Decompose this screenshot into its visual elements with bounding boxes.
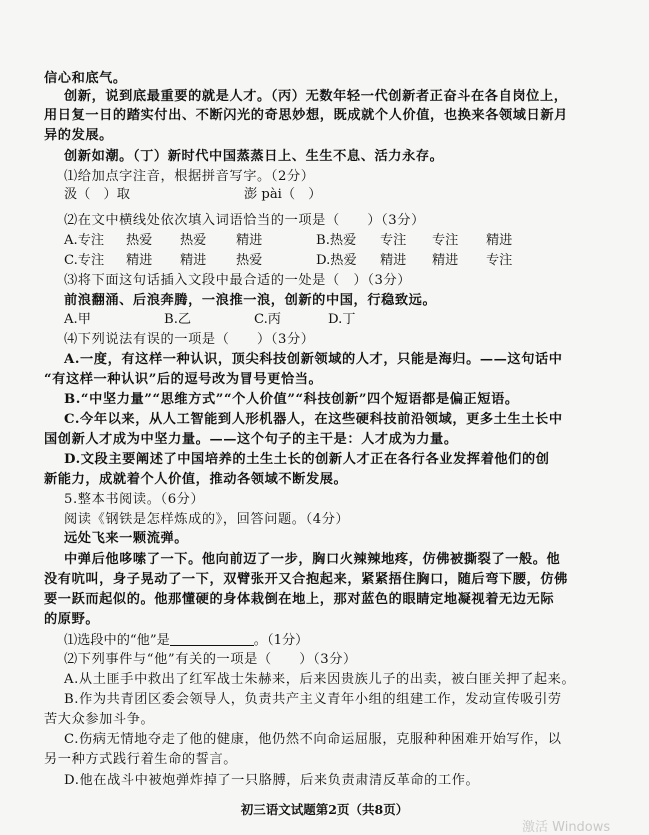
text-line: 异的发展。 [44, 128, 113, 143]
q2-option-cell: 专注 [486, 253, 513, 268]
windows-watermark: 激活 Windows [522, 820, 611, 835]
text-line: ⑶将下面这句话插入文段中最合适的一处是（ ）（3分） [64, 273, 412, 288]
text-line: ⑴给加点字注音，根据拼音写字。（2分） [64, 169, 315, 184]
text-line: 创新，说到底最重要的就是人才。（丙）无数年轻一代创新者正奋斗在各自岗位上， [64, 89, 568, 104]
text-line: “有这样一种认识”后的逗号改为冒号更恰当。 [44, 372, 323, 387]
q5-1-prefix: ⑴选段中的“他”是 [64, 633, 170, 648]
text-line: 用日复一日的踏实付出、不断闪光的奇思妙想，既成就个人价值，也换来各领域日新月 [44, 108, 568, 123]
q2-option-cell: 精进 [180, 253, 207, 268]
pinyin-item-2: 澎 pài（ ） [244, 187, 322, 202]
pinyin-item-1: 汲（ ）取 [64, 187, 130, 202]
q2-option-cell: C.专注 [64, 253, 105, 268]
text-line: 信心和底气。 [44, 71, 127, 86]
text-line: ⑵下列事件与“他”有关的一项是（ ）（3分） [64, 652, 357, 667]
q3-option: D.丁 [328, 312, 356, 327]
q2-option-cell: D.热爱 [316, 253, 357, 268]
text-line: C.今年以来，从人工智能到人形机器人，在这些硬科技前沿领域，更多土生土长中 [64, 412, 563, 427]
text-line: D.他在战斗中被炮弹炸掉了一只胳膊，后来负责肃清反革命的工作。 [64, 773, 480, 788]
q2-option-cell: 精进 [380, 253, 407, 268]
text-line: A.从土匪手中救出了红军战士朱赫来，后来因贵族儿子的出卖，被白匪关押了起来。 [64, 672, 576, 687]
text-line: 没有吭叫，身子晃动了一下，双臂张开又合抱起来，紧紧捂住胸口，随后弯下腰，仿佛 [44, 572, 568, 587]
text-line: 5.整本书阅读。（6分） [64, 492, 205, 507]
q2-option-cell: 精进 [236, 233, 263, 248]
text-line: 阅读《钢铁是怎样炼成的》，回答问题。（4分） [64, 512, 350, 527]
text-line: A.一度，有这样一种认识，顶尖科技创新领域的人才，只能是海归。——这句话中 [64, 352, 563, 367]
text-line: 远处飞来一颗流弹。 [64, 531, 189, 546]
text-line: 创新如潮。（丁）新时代中国蒸蒸日上、生生不息、活力永存。 [64, 149, 444, 164]
text-line: 前浪翻涌、后浪奔腾，一浪推一浪，创新的中国，行稳致远。 [64, 293, 437, 308]
q2-option-cell: 热爱 [236, 253, 263, 268]
answer-blank [170, 631, 254, 646]
q2-option-cell: 专注 [432, 233, 459, 248]
text-line: ⑷下列说法有误的一项是（ ）（3分） [64, 332, 315, 347]
text-line: D.文段主要阐述了中国培养的土生土长的创新人才正在各行各业发挥着他们的创 [64, 452, 550, 467]
q5-1-suffix: 。（1分） [253, 633, 309, 648]
q3-option: A.甲 [64, 312, 91, 327]
q3-option: B.乙 [164, 312, 192, 327]
pinyin-row [64, 186, 322, 204]
q2-option-cell: 精进 [486, 233, 513, 248]
q2-option-cell: 热爱 [180, 233, 207, 248]
text-line: B.作为共青团区委会领导人，负责共产主义青年小组的组建工作，发动宣传吸引劳 [64, 692, 562, 707]
text-line: 国创新人才成为中坚力量。——这个句子的主干是：人才成为力量。 [44, 432, 458, 447]
text-line: 苦大众参加斗争。 [44, 712, 155, 727]
page-footer: 初三语文试题第2页（共8页） [240, 802, 409, 817]
text-line: 另一种方式践行着生命的誓言。 [44, 752, 238, 767]
q2-option-cell: 精进 [126, 253, 153, 268]
text-line: 要一跃而起似的。他那懂硬的身体栽倒在地上，那对蓝色的眼睛定地凝视着无边无际 [44, 592, 555, 607]
text-line: C.伤病无情地夺走了他的健康，他仍然不向命运屈服，克服种种困难开始写作，以 [64, 732, 562, 747]
q5-1-question [64, 631, 308, 650]
text-line: 中弹后他哆嗦了一下。他向前迈了一步，胸口火辣辣地疼，仿佛被撕裂了一般。他 [64, 552, 561, 567]
text-line: B.“中坚力量”“思维方式”“个人价值”“科技创新”四个短语都是偏正短语。 [64, 392, 519, 407]
text-line: 新能力，成就着个人价值，推动各领域不断发展。 [44, 472, 348, 487]
q3-option: C.丙 [254, 312, 281, 327]
q2-option-cell: A.专注 [64, 233, 105, 248]
text-line: ⑵在文中横线处依次填入词语恰当的一项是（ ）（3分） [64, 213, 425, 228]
text-line: 的原野。 [44, 612, 100, 627]
q2-option-cell: 热爱 [126, 233, 153, 248]
q2-option-cell: 专注 [380, 233, 407, 248]
q2-option-cell: B.热爱 [316, 233, 357, 248]
q2-option-cell: 精进 [432, 253, 459, 268]
